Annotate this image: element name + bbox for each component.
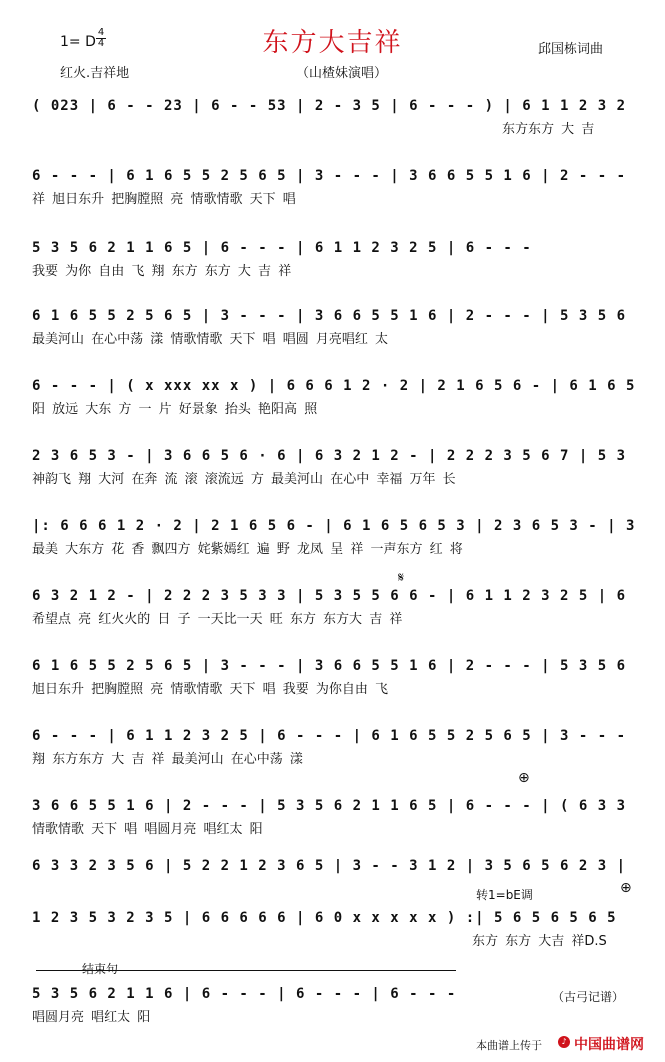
lyric-line: 最美 大东方 花 香 飘四方 姹紫嫣红 遍 野 龙凤 呈 祥 一声东方 红 将	[32, 542, 463, 557]
lyric-line: 旭日东升 把胸膛照 亮 情歌情歌 天下 唱 我要 为你自由 飞	[32, 682, 389, 697]
notation-line: 6 - - - | 6 1 6 5 5 2 5 6 5 | 3 - - - | 3 6 6 5 5 1 6 | 2 - - -	[32, 168, 627, 184]
time-signature-top: 4	[97, 27, 105, 38]
notation-line: 5 3 5 6 2 1 1 6 | 6 - - - | 6 - - - | 6 - - -	[32, 986, 457, 1002]
notation-line: 6 3 3 2 3 5 6 | 5 2 2 1 2 3 6 5 | 3 - - 3 1 2 | 3 5 6 5 6 2 3 |	[32, 858, 627, 874]
coda-sign: ⊕	[518, 770, 530, 786]
lyric-line: 唱圆月亮 唱红太 阳	[32, 1010, 151, 1025]
lyric-line: 祥 旭日东升 把胸膛照 亮 情歌情歌 天下 唱	[32, 192, 296, 207]
lyric-line: 翔 东方东方 大 吉 祥 最美河山 在心中荡 漾	[32, 752, 303, 767]
notation-line: |: 6 6 6 1 2 · 2 | 2 1 6 5 6 - | 6 1 6 5 6 5 3 | 2 3 6 5 3 - | 3	[32, 518, 636, 534]
notation-line: 6 3 2 1 2 - | 2 2 2 3 5 3 3 | 5 3 5 5 6 6 - | 6 1 1 2 3 2 5 | 6	[32, 588, 627, 604]
upload-credit: 本曲谱上传于	[476, 1039, 542, 1052]
lyric-line: 我要 为你 自由 飞 翔 东方 东方 大 吉 祥	[32, 264, 292, 279]
notation-line: 3 6 6 5 5 1 6 | 2 - - - | 5 3 5 6 2 1 1 6 5 | 6 - - - | ( 6 3 3	[32, 798, 627, 814]
key-signature: 1= D	[60, 34, 96, 50]
site-logo-icon: ♪	[558, 1036, 570, 1048]
lyric-line: 东方 东方 大吉 祥D.S	[472, 934, 607, 949]
modulation-note: 转1=bE调	[476, 888, 533, 902]
transcriber-note: （古弓记谱）	[552, 990, 625, 1004]
lyric-line: 最美河山 在心中荡 漾 情歌情歌 天下 唱 唱圆 月亮唱红 太	[32, 332, 389, 347]
segno-sign: 𝄋	[398, 570, 405, 586]
notation-line: 6 - - - | ( x xxx xx x ) | 6 6 6 1 2 · 2 | 2 1 6 5 6 - | 6 1 6 5	[32, 378, 636, 394]
notation-line: 1 2 3 5 3 2 3 5 | 6 6 6 6 6 | 6 0 x x x x x ) :| 5 6 5 6 5 6 5	[32, 910, 617, 926]
singer: （山楂妹演唱）	[296, 66, 388, 81]
site-brand[interactable]: 中国曲谱网	[574, 1037, 644, 1053]
coda-sign: ⊕	[620, 880, 632, 896]
ending-label: 结束句	[82, 962, 119, 976]
lyric-line: 神韵飞 翔 大河 在奔 流 滚 滚流远 方 最美河山 在心中 幸福 万年 长	[32, 472, 456, 487]
subtitle: 红火.吉祥地	[60, 66, 130, 81]
notation-line: 6 - - - | 6 1 1 2 3 2 5 | 6 - - - | 6 1 6 5 5 2 5 6 5 | 3 - - -	[32, 728, 627, 744]
lyricist-composer: 邱国栋词曲	[538, 42, 604, 57]
ending-bracket	[36, 970, 456, 971]
lyric-line: 希望点 亮 红火火的 日 子 一天比一天 旺 东方 东方大 吉 祥	[32, 612, 403, 627]
notation-line: 6 1 6 5 5 2 5 6 5 | 3 - - - | 3 6 6 5 5 1 6 | 2 - - - | 5 3 5 6	[32, 658, 627, 674]
notation-line: 6 1 6 5 5 2 5 6 5 | 3 - - - | 3 6 6 5 5 1 6 | 2 - - - | 5 3 5 6	[32, 308, 627, 324]
time-signature-bottom: 4	[97, 38, 105, 49]
lyric-line: 东方东方 大 吉	[502, 122, 595, 137]
lyric-line: 情歌情歌 天下 唱 唱圆月亮 唱红太 阳	[32, 822, 263, 837]
lyric-line: 阳 放远 大东 方 一 片 好景象 抬头 艳阳高 照	[32, 402, 318, 417]
song-title: 东方大吉祥	[262, 28, 403, 58]
notation-line: 2 3 6 5 3 - | 3 6 6 5 6 · 6 | 6 3 2 1 2 - | 2 2 2 3 5 6 7 | 5 3	[32, 448, 627, 464]
notation-line: 5 3 5 6 2 1 1 6 5 | 6 - - - | 6 1 1 2 3 2 5 | 6 - - -	[32, 240, 532, 256]
time-signature	[96, 28, 106, 49]
notation-line: ( 023 | 6 - - 23 | 6 - - 53 | 2 - 3 5 | 6 - - - ) | 6 1 1 2 3 2	[32, 98, 627, 114]
